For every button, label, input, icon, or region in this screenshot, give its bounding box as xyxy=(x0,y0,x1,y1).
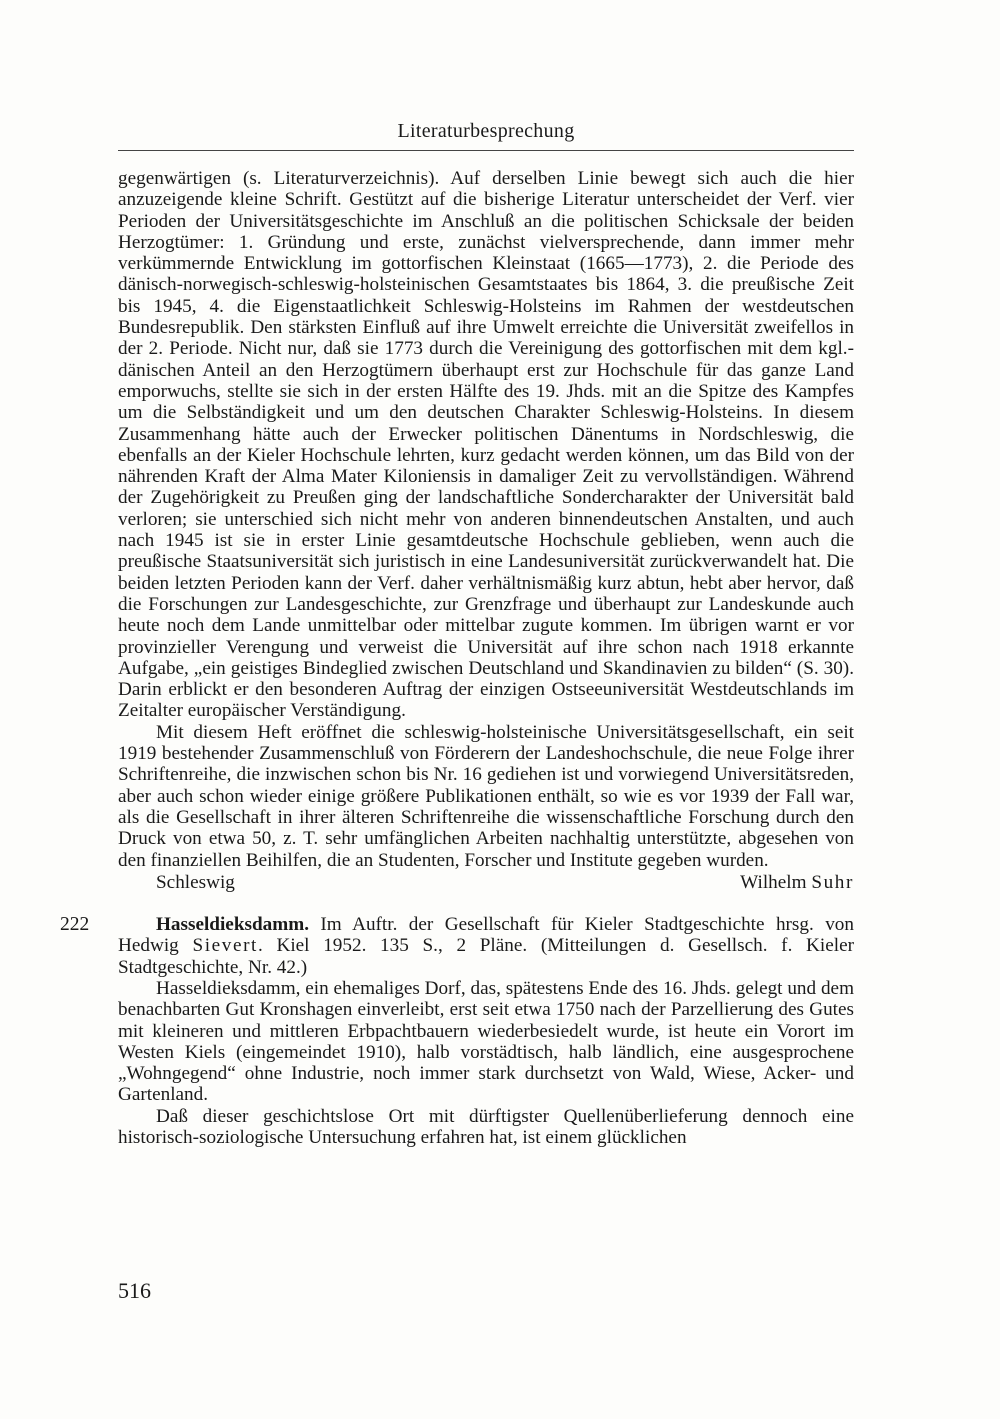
signature-author xyxy=(740,872,854,893)
review-signature xyxy=(118,872,854,893)
bibliography-entry xyxy=(60,914,854,1149)
entry-paragraph-1: Hasseldieksdamm, ein ehemaliges Dorf, das, spätestens Ende des 16. Jhds. gelegt und dem benachbarten Gut Kronshagen einverleibt, erst seit etwa 1750 nach der Parzellierung des Gutes mit kleineren und mittleren Erbpachtbauern wiederbesiedelt wurde, ist heute ein Vorort im Westen Kiels (eingemeindet 1910), halb vorstädtisch, halb ländlich, eine ausgesprochene „Wohngegend“ ohne Industrie, noch immer stark durchsetzt von Wald, Wiese, Acker- und Gartenland. xyxy=(118,977,854,1106)
header-rule xyxy=(118,150,854,151)
text-column xyxy=(60,168,854,1149)
editor-surname: Sievert xyxy=(192,935,258,957)
review-paragraph-1: gegenwärtigen (s. Literaturverzeichnis). Auf derselben Linie bewegt sich auch die hier anzuzeigende kleine Schrift. Gestützt auf die bisherige Literatur unterscheidet der Verf. vier Perioden der Universitätsgeschichte im Anschluß an die politischen Schicksale der beiden Herzogtümer: 1. Gründung und erste, zunächst vielversprechende, dann immer mehr verkümmernde Entwicklung im gottorfischen Kleinstaat (1665—1773), 2. die Periode des dänisch-norwegisch-schleswig-holsteinischen Gesamtstaates bis 1864, 3. die preußische Zeit bis 1945, 4. die Eigenstaatlichkeit Schleswig-Holsteins im Rahmen der westdeutschen Bundesrepublik. Den stärksten Einfluß auf ihre Umwelt erreichte die Universität zweifellos in der 2. Periode. Nicht nur, daß sie 1773 durch die Vereinigung des gottorfischen mit dem kgl.-dänischen Anteil an den Herzogtümern überhaupt erst zur Hochschule für das ganze Land emporwuchs, stellte sie sich in der ersten Hälfte des 19. Jhds. mit an die Spitze des Kampfes um die Selbständigkeit und um den deutschen Charakter Schleswig-Holsteins. In diesem Zusammenhang hätte auch der Erwecker politischen Dänentums in Nordschleswig, die ebenfalls an der Kieler Hochschule lehrten, kurz gedacht werden können, um das Bild von der nährenden Kraft der Alma Mater Kiloniensis in damaliger Zeit zu vervollständigen. Während der Zugehörigkeit zu Preußen ging der landschaftliche Sondercharakter der Universität bald verloren; sie unterschied sich nicht mehr von anderen binnendeutschen Anstalten, und auch nach 1945 ist sie in erster Linie gesamtdeutsche Hochschule geblieben, wenn auch die preußische Staatsuniversität sich juristisch in eine Landesuniversität zurückverwandelt hat. Die beiden letzten Perioden kann der Verf. daher verhältnismäßig kurz abtun, hebt aber hervor, daß die Forschungen zur Landesgeschichte, zur Grenzfrage und überhaupt zur Landeskunde auch heute noch dem Lande unmittelbar oder mittelbar zugute kommen. Im übrigen warnt er vor provinzieller Verengung und verweist die Universität auf ihre schon nach 1918 erkannte Aufgabe, „ein geistiges Bindeglied zwischen Deutschland und Skandinavien zu bilden“ (S. 30). Darin erblickt er den besonderen Auftrag der einzigen Ostseeuniversität Westdeutschlands im Zeitalter europäischer Verständigung. xyxy=(118,168,854,722)
review-paragraph-2: Mit diesem Heft eröffnet die schleswig-holsteinische Universitätsgesellschaft, ein seit 1919 bestehender Zusammenschluß von Förderern der Landeshochschule, die neue Folge ihrer Schriftenreihe, die inzwischen schon bis Nr. 16 gediehen ist und vorwiegend Universitätsreden, aber auch schon wieder einige größere Publikationen enthält, so wie es vor 1939 der Fall war, als die Gesellschaft in ihrer älteren Schriftenreihe die wissenschaftliche Forschung durch den Druck von etwa 50, z. T. sehr umfänglichen Arbeiten nachhaltig unterstützte, abgesehen von den finanziellen Beihilfen, die an Studenten, Forscher und Institute gegeben wurden. xyxy=(118,721,854,871)
citation-part-a: Im Auftr. der Gesellschaft für Kieler Stadtgeschichte hrsg. von Hedwig xyxy=(118,914,854,957)
signature-place: Schleswig xyxy=(156,871,235,893)
page-number: 516 xyxy=(118,1278,151,1303)
entry-citation xyxy=(118,914,854,978)
entry-number: 222 xyxy=(60,914,90,936)
entry-title: Hasseldieksdamm. xyxy=(156,914,309,936)
author-last-name: Suhr xyxy=(811,871,854,893)
citation-part-b: . Kiel 1952. 135 S., 2 Pläne. (Mitteilungen d. Gesellsch. f. Kieler Stadtgeschichte, Nr. 42.) xyxy=(118,935,854,978)
entry-paragraph-2: Daß dieser geschichtslose Ort mit dürftigster Quellenüberlieferung dennoch eine historisch-soziologische Untersuchung erfahren hat, ist einem glücklichen xyxy=(118,1105,854,1149)
running-header: Literaturbesprechung xyxy=(397,120,575,142)
author-first-name: Wilhelm xyxy=(740,871,807,893)
